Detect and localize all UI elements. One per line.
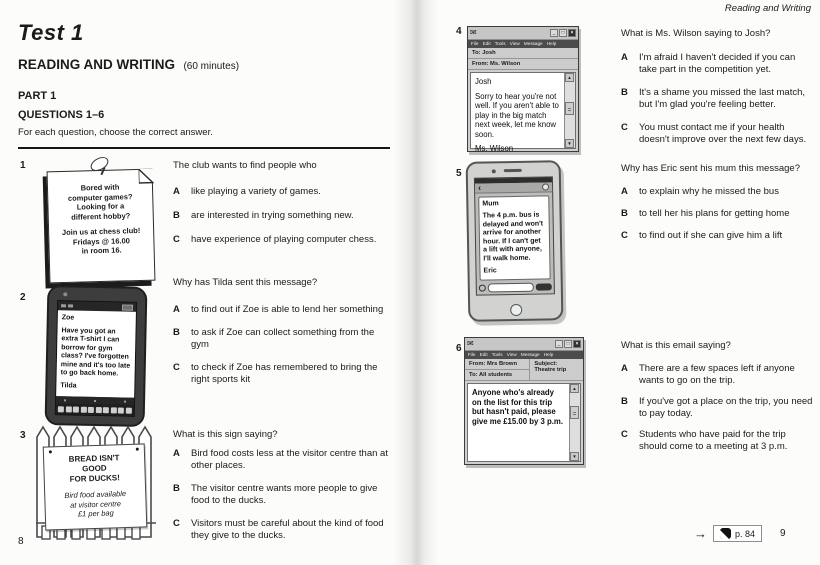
option-text: are interested in trying something new. <box>191 210 354 221</box>
chat-header <box>475 182 552 193</box>
option-letter: A <box>173 186 180 197</box>
q3-option-a <box>173 448 389 472</box>
q6-stem: What is this email saying? <box>621 340 731 351</box>
q5-block <box>621 163 813 252</box>
maximize-icon: □ <box>559 29 567 37</box>
answer-key-reference <box>694 525 786 542</box>
option-letter: B <box>173 327 180 338</box>
arrow-right-icon: → <box>694 526 707 541</box>
page-gutter <box>394 0 438 565</box>
q4-option-b <box>621 87 813 111</box>
option-letter: C <box>621 429 628 440</box>
q4-block <box>621 28 813 157</box>
option-letter: B <box>621 396 628 407</box>
option-letter: C <box>173 234 180 245</box>
sms-body: Have you got an extra T-shirt I can borrow for gym class? I've forgotten mine and it's too late to go back home. <box>60 326 131 378</box>
note-line: different hobby? <box>71 210 131 222</box>
message-signature: Eric <box>483 267 497 275</box>
window-titlebar <box>465 338 583 351</box>
option-text: If you've got a place on the trip, you need to pay today. <box>639 396 813 419</box>
signal-icon <box>61 304 66 307</box>
section-duration: (60 minutes) <box>183 61 240 72</box>
subject-label: Subject: <box>534 361 558 367</box>
sign-line: Bird food available <box>64 489 127 500</box>
option-letter: A <box>621 52 628 63</box>
part-heading: PART 1 <box>18 90 57 102</box>
q4-stem: What is Ms. Wilson saying to Josh? <box>621 28 771 39</box>
folded-corner-icon <box>138 168 153 183</box>
q5-option-c <box>621 230 813 242</box>
pin-icon <box>136 448 139 451</box>
q3-block <box>173 429 389 553</box>
q5-stem: Why has Eric sent his mum this message? <box>621 163 800 174</box>
option-text: The visitor centre wants more people to give food to the ducks. <box>191 483 378 506</box>
option-text: Visitors must be careful about the kind of food they give to the ducks. <box>191 518 384 541</box>
avatar <box>542 183 549 190</box>
q2-block <box>173 277 391 397</box>
sign-line: BREAD ISN'T <box>68 453 120 464</box>
minimize-icon: _ <box>550 29 558 37</box>
answer-ref-page: p. 84 <box>735 528 756 539</box>
home-button-icon <box>510 304 522 316</box>
q5-phone-illustration <box>466 160 564 322</box>
sms-sender: Zoe <box>61 314 75 322</box>
option-letter: C <box>621 122 628 133</box>
option-text: to find out if Zoe is able to lend her something <box>191 304 384 315</box>
option-text: Bird food costs less at the visitor centre than at other places. <box>191 448 388 471</box>
note-line: Join us at chess club! <box>61 225 141 238</box>
option-text: to tell her his plans for getting home <box>639 208 790 219</box>
window-titlebar <box>468 27 578 40</box>
scrollbar <box>564 73 575 148</box>
running-head: Reading and Writing <box>724 3 811 14</box>
q6-block <box>621 340 813 462</box>
option-text: There are a few spaces left if anyone wants to go on the trip. <box>639 363 795 386</box>
option-letter: C <box>621 230 628 241</box>
phone-speaker-icon <box>504 169 522 172</box>
option-letter: A <box>173 304 180 315</box>
option-text: I'm afraid I haven't decided if you can take part in the competition yet. <box>639 52 796 75</box>
note-line: Fridays @ 16.00 <box>72 235 130 247</box>
q1-option-a <box>173 186 391 198</box>
send-button <box>536 283 552 290</box>
sign-line: GOOD <box>82 463 107 474</box>
close-icon: × <box>568 29 576 37</box>
q1-option-b <box>173 210 391 222</box>
option-text: to check if Zoe has remembered to bring the right sports kit <box>191 362 378 385</box>
email-salutation: Josh <box>475 77 492 86</box>
camera-button-icon <box>479 284 486 291</box>
email-to-field: To: All students <box>465 370 529 381</box>
option-letter: B <box>173 210 180 221</box>
option-text: It's a shame you missed the last match, but I'm glad you're feeling better. <box>639 87 806 110</box>
wifi-icon <box>68 304 73 307</box>
pin-icon <box>49 450 52 453</box>
note-line: in room 16. <box>81 245 122 256</box>
sms-signature: Tilda <box>60 381 77 390</box>
q2-phone-illustration <box>45 285 148 427</box>
option-text: to explain why he missed the bus <box>639 186 779 197</box>
camera-icon <box>492 169 496 173</box>
q6-email-illustration <box>464 337 584 465</box>
q1-pinned-note <box>44 158 162 288</box>
option-text: You must contact me if your health doesn't improve over the next few days. <box>639 122 807 145</box>
option-text: to find out if she can give him a lift <box>639 230 783 241</box>
sign-line: £1 per bag <box>77 508 114 519</box>
q4-email-illustration <box>467 26 579 152</box>
q2-number: 2 <box>20 292 26 303</box>
email-signature: Ms. Wilson <box>475 144 514 153</box>
option-letter: A <box>621 363 628 374</box>
q1-stem: The club wants to find people who <box>173 160 317 171</box>
envelope-icon: ✉ <box>467 339 474 348</box>
maximize-icon: □ <box>564 340 572 348</box>
test-title: Test 1 <box>18 20 84 45</box>
envelope-icon: ✉ <box>470 28 477 37</box>
chat-message <box>478 195 550 280</box>
scrollbar <box>569 384 580 461</box>
questions-range: QUESTIONS 1–6 <box>18 109 105 121</box>
q6-option-a <box>621 363 813 387</box>
scroll-up-icon: ▲ <box>565 73 574 82</box>
email-from-field: From: Mrs Brown <box>465 359 529 370</box>
q3-number: 3 <box>20 430 26 441</box>
phone-screen <box>474 176 555 295</box>
q2-option-b <box>173 327 391 351</box>
answer-key-icon <box>720 528 731 539</box>
q4-option-a <box>621 52 813 76</box>
email-body: Anyone who's already on the list for this trip but hasn't paid, please give me £15.00 by 3 p.m. <box>472 388 564 426</box>
message-recipient: Mum <box>482 199 499 208</box>
option-letter: C <box>173 362 180 373</box>
scroll-thumb <box>570 406 579 419</box>
back-icon: ‹ <box>477 182 482 193</box>
option-text: have experience of playing computer chess. <box>191 234 377 245</box>
q4-number: 4 <box>456 26 462 37</box>
q3-option-b <box>173 483 389 507</box>
q2-option-c <box>173 362 391 386</box>
close-icon: × <box>573 340 581 348</box>
option-letter: B <box>621 87 628 98</box>
minimize-icon: _ <box>555 340 563 348</box>
message-input <box>488 282 534 292</box>
section-title: READING AND WRITING <box>18 57 175 72</box>
scroll-down-icon: ▼ <box>565 139 574 148</box>
q3-stem: What is this sign saying? <box>173 429 278 440</box>
email-to-field: To: Josh <box>468 48 578 59</box>
duck-sign <box>43 443 148 530</box>
option-letter: A <box>621 186 628 197</box>
section-heading <box>18 56 239 74</box>
email-from-field: From: Ms. Wilson <box>468 59 578 70</box>
q3-option-c <box>173 518 389 542</box>
subject-value: Theatre trip <box>534 367 567 373</box>
window-menubar: File Edit Tools View Message Help <box>468 40 578 48</box>
q1-number: 1 <box>20 160 26 171</box>
scroll-thumb <box>565 102 574 115</box>
q5-number: 5 <box>456 168 462 179</box>
page-number-left: 8 <box>18 536 24 547</box>
phone-keyboard <box>56 403 134 416</box>
battery-icon <box>122 304 133 310</box>
q1-option-c <box>173 234 391 246</box>
option-text: like playing a variety of games. <box>191 186 321 197</box>
q5-option-a <box>621 186 813 198</box>
scroll-down-icon: ▼ <box>570 452 579 461</box>
note-line: Looking for a <box>76 201 125 212</box>
instruction-text: For each question, choose the correct answer. <box>18 127 213 138</box>
option-text: to ask if Zoe can collect something from the gym <box>191 327 375 350</box>
email-body <box>471 73 564 153</box>
phone-screen <box>55 300 137 417</box>
sign-line: FOR DUCKS! <box>69 473 120 484</box>
q2-option-a <box>173 304 391 316</box>
option-letter: B <box>173 483 180 494</box>
phone-speaker-icon <box>63 292 67 296</box>
divider-rule <box>18 147 390 149</box>
q1-block <box>173 160 391 258</box>
option-letter: A <box>173 448 180 459</box>
option-letter: C <box>173 518 180 529</box>
sms-message <box>56 310 136 398</box>
email-subject-field <box>529 359 583 381</box>
message-body: The 4 p.m. bus is delayed and won't arrive for another hour. If I can't get a lift with anyone, I'll walk home. <box>482 211 544 263</box>
scroll-up-icon: ▲ <box>570 384 579 393</box>
email-text: Sorry to hear you're not well. If you aren't able to play in the big match next week, let me know soon. <box>475 91 559 139</box>
window-menubar: File Edit Tools View Message Help <box>465 351 583 359</box>
q6-number: 6 <box>456 343 462 354</box>
q3-fence-sign-illustration <box>36 425 156 543</box>
sign-line: at visitor centre <box>69 498 122 510</box>
note-line: Bored with <box>80 182 120 193</box>
q5-option-b <box>621 208 813 220</box>
q6-option-b <box>621 396 813 420</box>
option-letter: B <box>621 208 628 219</box>
q4-option-c <box>621 122 813 146</box>
q6-option-c <box>621 429 813 453</box>
page-number-right: 9 <box>780 528 786 539</box>
note-paper <box>47 169 156 284</box>
answer-ref-box <box>713 525 762 542</box>
option-text: Students who have paid for the trip should come to a meeting at 3 p.m. <box>639 429 788 452</box>
chat-input-row <box>477 282 554 295</box>
q2-stem: Why has Tilda sent this message? <box>173 277 318 288</box>
note-line: computer games? <box>67 191 133 203</box>
